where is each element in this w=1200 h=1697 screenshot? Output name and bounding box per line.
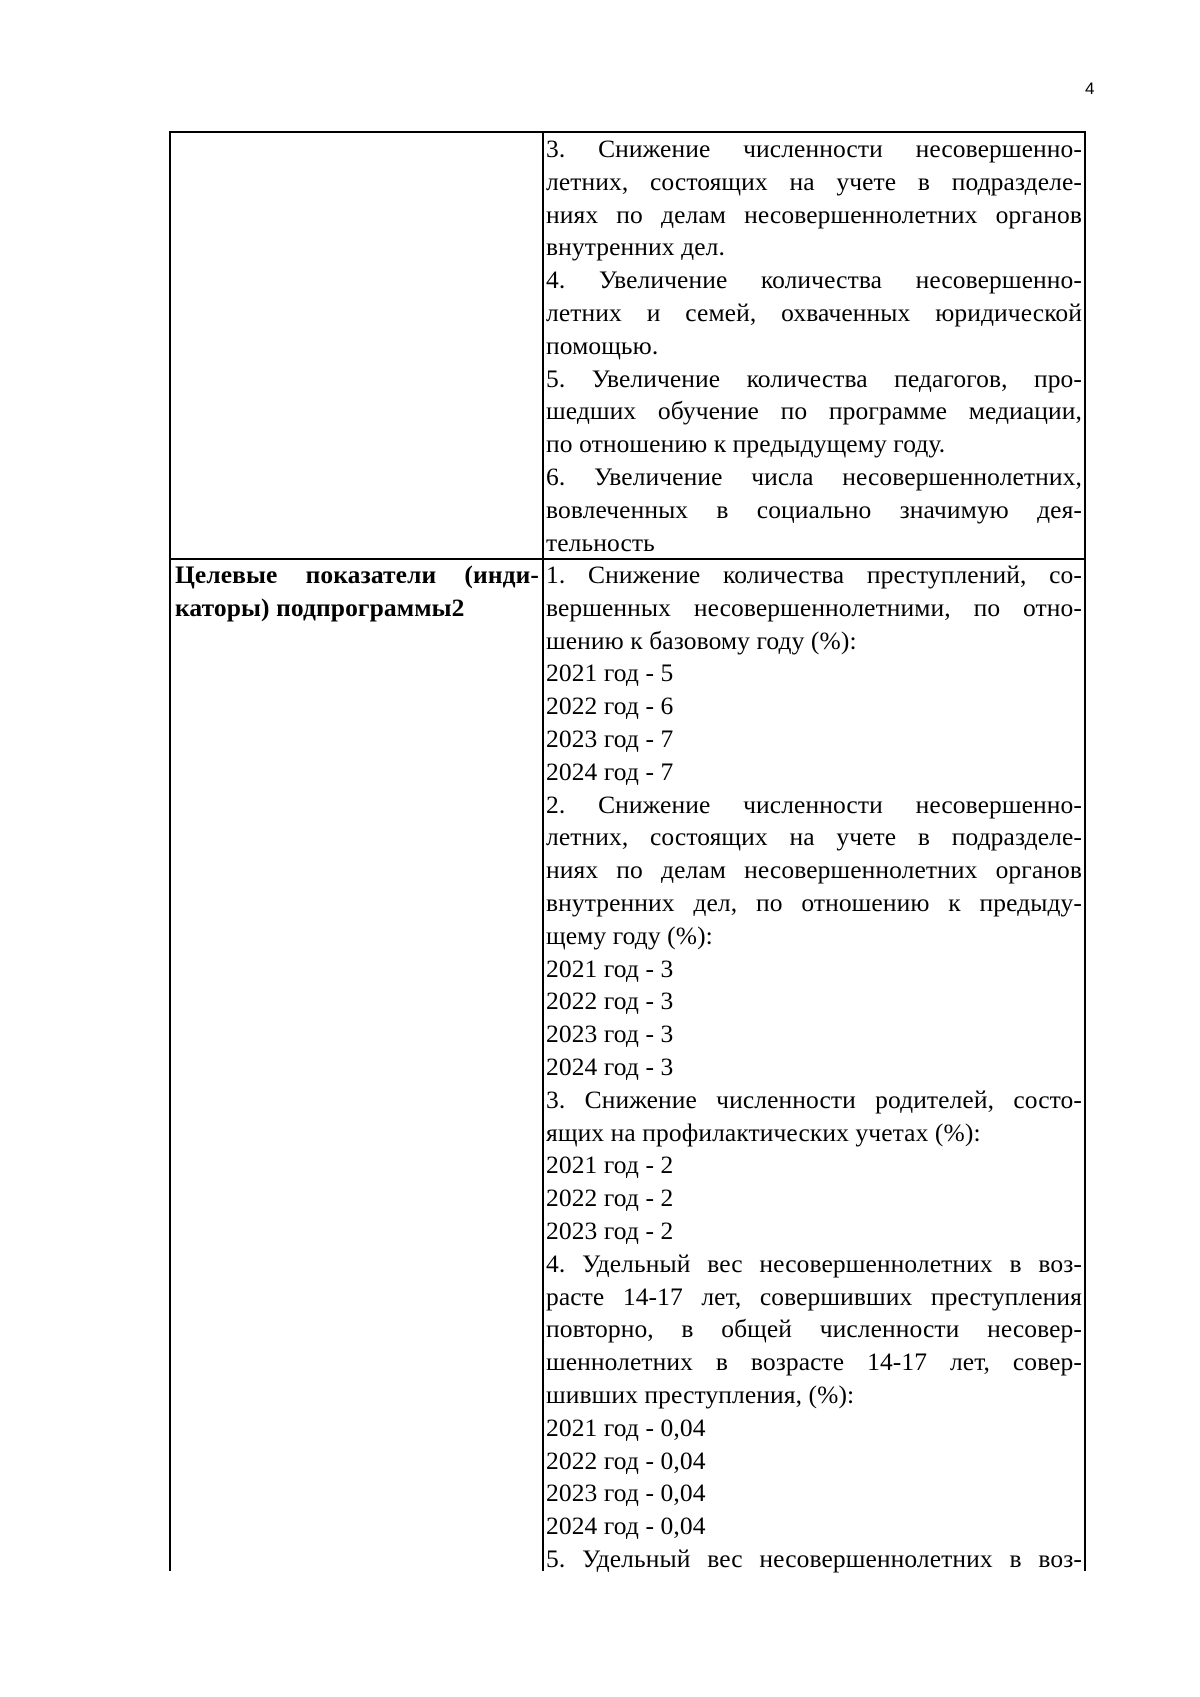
row2-right-line: ниях по делам несовершеннолетних органов — [546, 855, 1082, 885]
row2-right-line: 2022 год - 6 — [546, 691, 674, 721]
program-passport-table — [169, 131, 1086, 1571]
row2-left-heading-line: каторы) подпрограммы2 — [175, 592, 465, 622]
row2-left-cell — [175, 559, 539, 625]
row2-right-line: 2022 год - 0,04 — [546, 1445, 706, 1475]
row1-right-line: 4. Увеличение количества несовершенно- — [546, 265, 1082, 295]
row2-right-line: 2024 год - 3 — [546, 1051, 674, 1081]
row2-right-line: повторно, в общей численности несовер- — [546, 1314, 1082, 1344]
row1-right-line: летних, состоящих на учете в подразделе- — [546, 166, 1082, 196]
row2-right-line: ящих на профилактических учетах (%): — [546, 1117, 981, 1147]
row2-right-line: 5. Удельный вес несовершеннолетних в воз- — [546, 1543, 1082, 1573]
row2-right-line: щему году (%): — [546, 920, 713, 950]
row1-right-line: ниях по делам несовершеннолетних органов — [546, 199, 1082, 229]
row2-right-line: 2022 год - 3 — [546, 986, 674, 1016]
row1-right-line: 6. Увеличение числа несовершеннолетних, — [546, 461, 1082, 491]
row1-right-line: шедших обучение по программе медиации, — [546, 396, 1082, 426]
row2-right-line: 2021 год - 5 — [546, 658, 674, 688]
row2-right-line: 2024 год - 7 — [546, 756, 674, 786]
row1-right-line: по отношению к предыдущему году. — [546, 429, 946, 459]
row2-right-line: 2023 год - 2 — [546, 1215, 674, 1245]
page-number: 4 — [1085, 79, 1095, 98]
row2-right-line: 1. Снижение количества преступлений, со- — [546, 560, 1082, 589]
row2-right-line: 2023 год - 0,04 — [546, 1478, 706, 1508]
column-divider — [542, 133, 544, 1571]
row1-right-line: тельность — [546, 527, 655, 557]
row2-right-line: 2022 год - 2 — [546, 1183, 674, 1213]
row2-right-line: шеннолетних в возрасте 14-17 лет, совер- — [546, 1347, 1082, 1377]
row1-right-line: 5. Увеличение количества педагогов, про- — [546, 363, 1082, 393]
row1-right-line: внутренних дел. — [546, 232, 725, 262]
row1-right-line: 3. Снижение численности несовершенно- — [546, 134, 1082, 163]
row1-right-cell — [546, 133, 1082, 559]
row1-right-line: вовлеченных в социально значимую дея- — [546, 494, 1082, 524]
row2-right-line: 2023 год - 7 — [546, 723, 674, 753]
row2-right-line: 2. Снижение численности несовершенно- — [546, 789, 1082, 819]
row2-right-line: шению к базовому году (%): — [546, 625, 857, 655]
row1-left-cell — [175, 133, 539, 556]
row2-right-line: 2021 год - 3 — [546, 953, 674, 983]
row2-right-line: 2023 год - 3 — [546, 1019, 674, 1049]
row2-right-line: внутренних дел, по отношению к предыду- — [546, 887, 1082, 917]
row2-right-line: расте 14-17 лет, совершивших преступления — [546, 1281, 1082, 1311]
row2-right-line: шивших преступления, (%): — [546, 1379, 855, 1409]
row2-right-cell — [546, 559, 1082, 1576]
row2-right-line: 3. Снижение численности родителей, состо- — [546, 1084, 1082, 1114]
row2-right-line: вершенных несовершеннолетними, по отно- — [546, 592, 1082, 622]
row1-right-line: помощью. — [546, 330, 659, 360]
row1-right-line: летних и семей, охваченных юридической — [546, 297, 1082, 327]
row2-right-line: 2021 год - 2 — [546, 1150, 674, 1180]
row2-right-line: 4. Удельный вес несовершеннолетних в воз- — [546, 1248, 1082, 1278]
row2-right-line: 2024 год - 0,04 — [546, 1511, 706, 1541]
row2-left-heading-line: Целевые показатели (инди- — [175, 560, 539, 589]
row2-right-line: 2021 год - 0,04 — [546, 1412, 706, 1442]
row2-right-line: летних, состоящих на учете в подразделе- — [546, 822, 1082, 852]
